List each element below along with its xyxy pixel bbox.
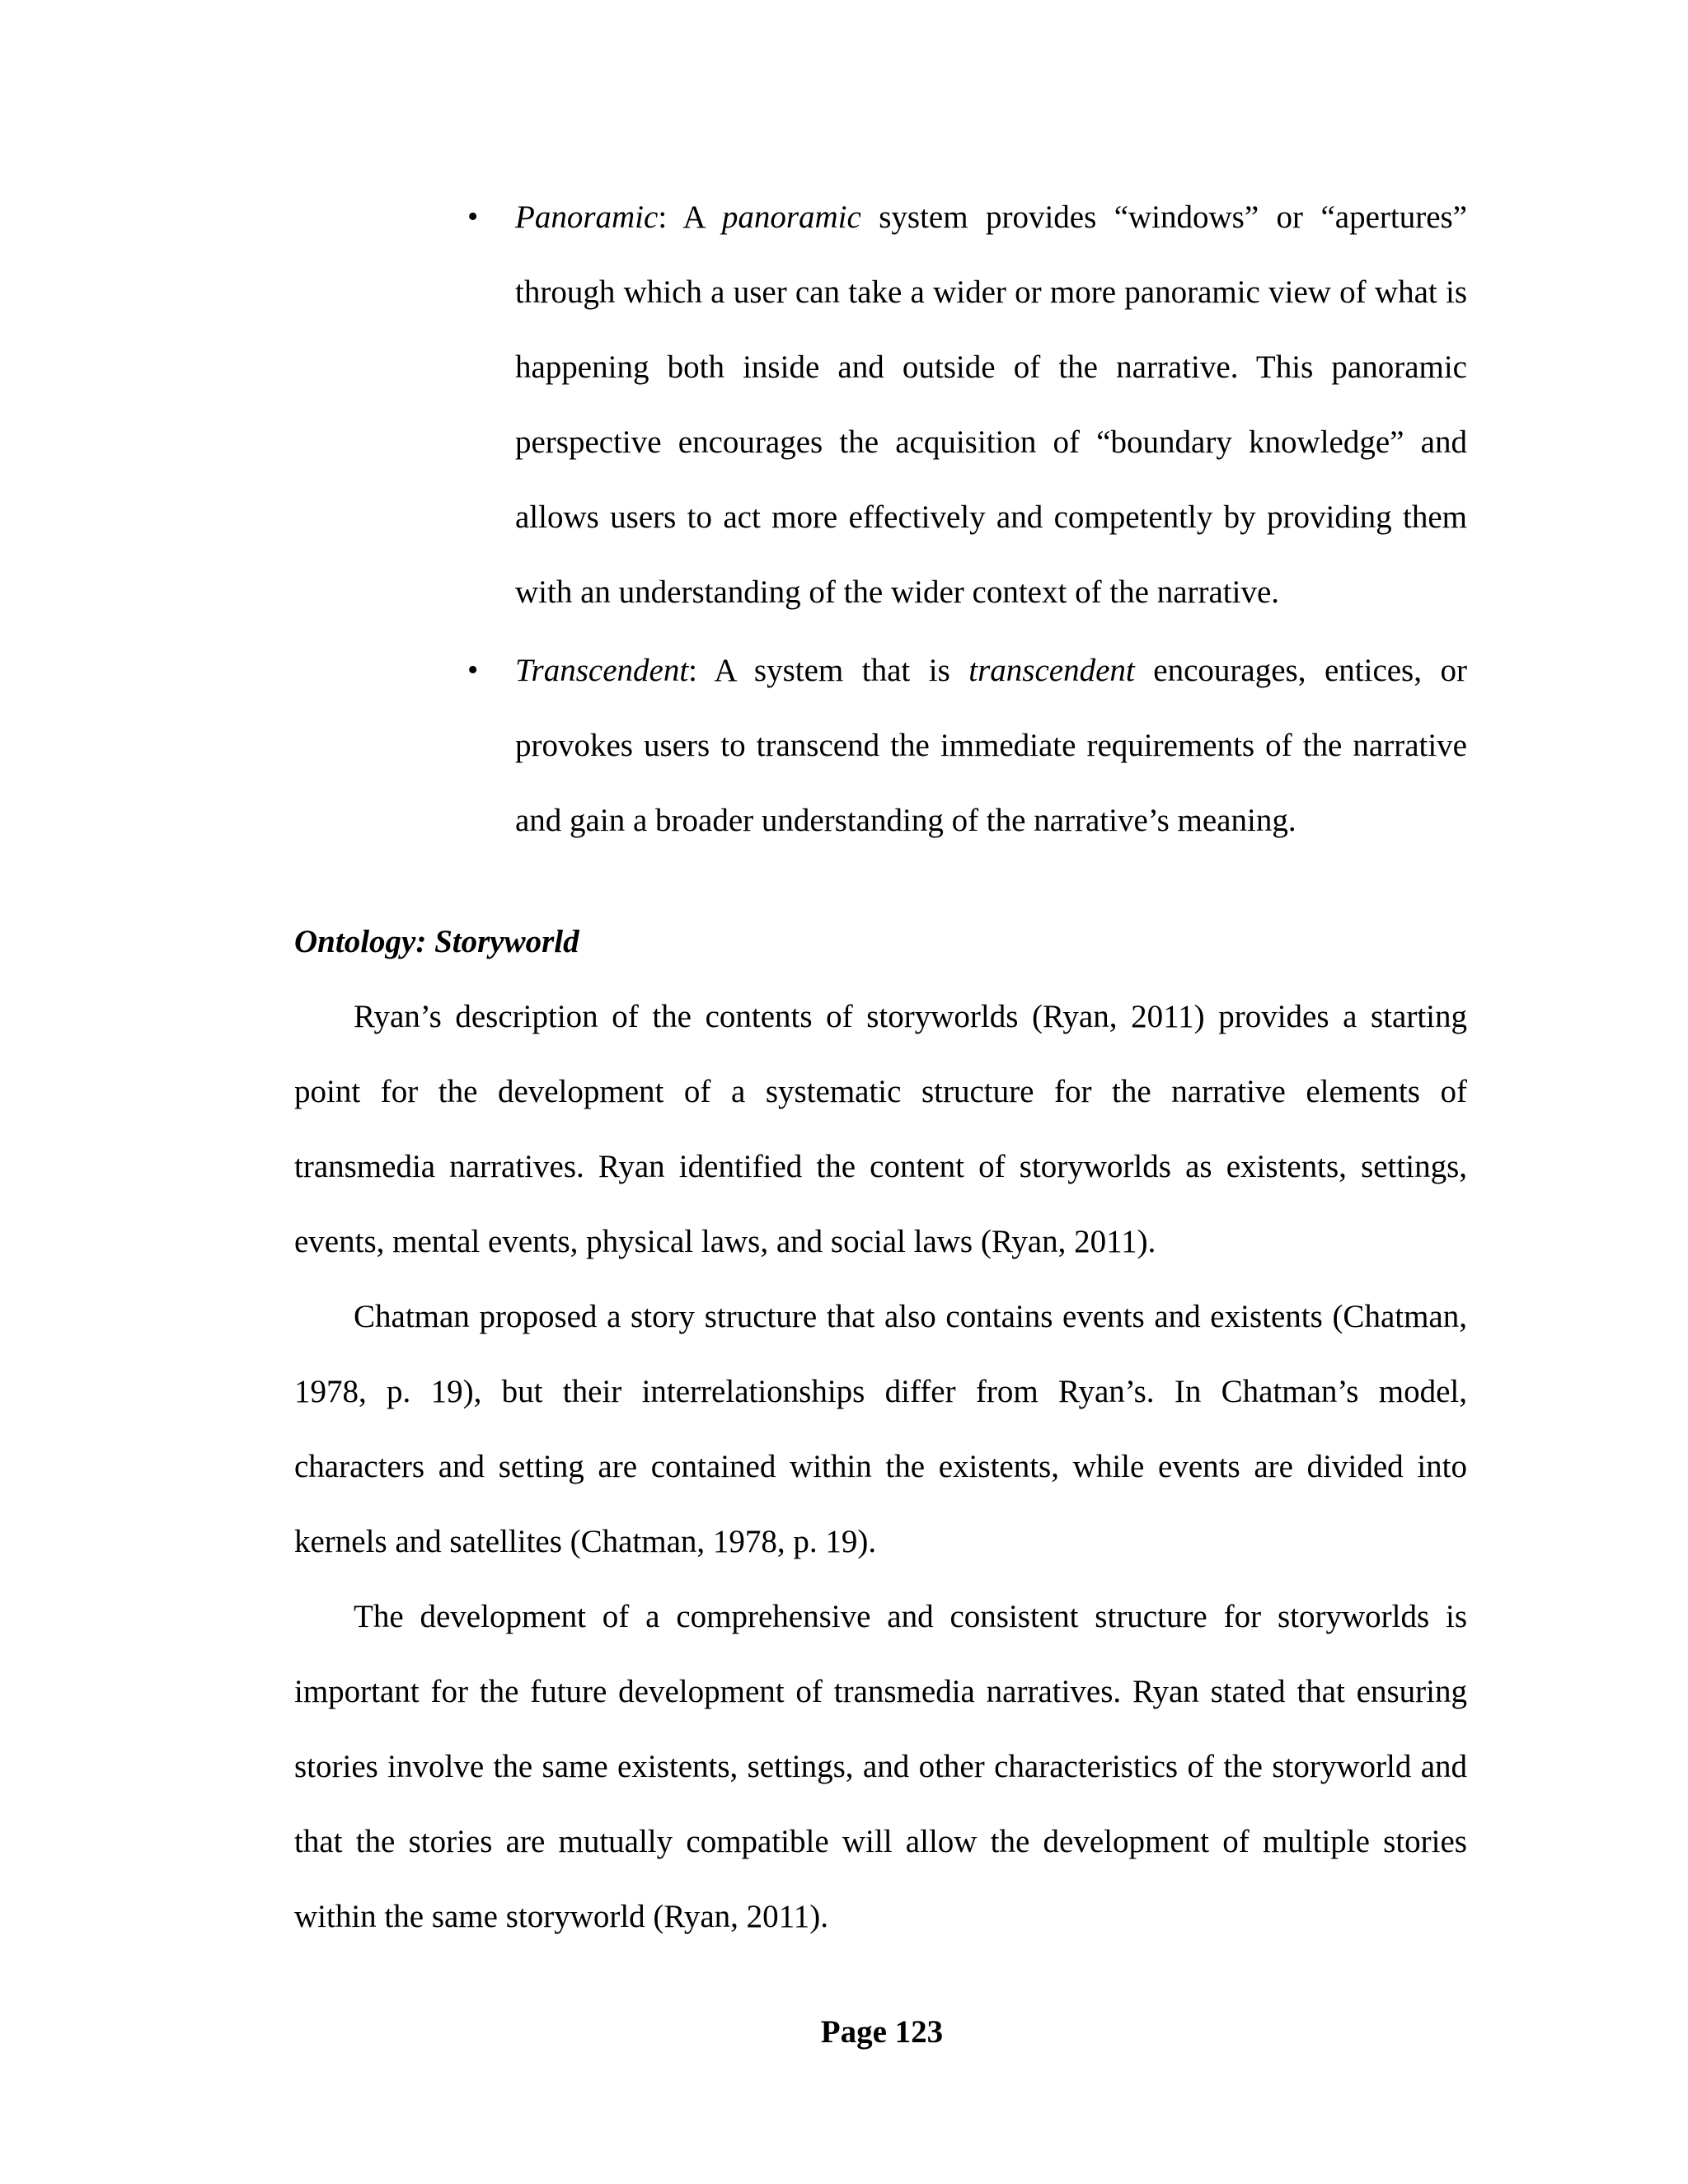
bullet-lead-separator: : A system that is — [688, 653, 969, 688]
paragraph: The development of a comprehensive and consistent structure for storyworlds is important for the future development of transmedia narratives. Ryan stated that ensuring stories involve the same existents, settings, and other characteristics of the storyworld and that the stories are mutually compatible will allow the development of multiple stories within the same storyworld (Ryan, 2011). — [294, 1599, 1467, 1934]
section-heading: Ontology: Storyworld — [294, 924, 579, 959]
bullet-text: system provides “windows” or “apertures” through which a user can take a wider or more panoramic view of what is happening both inside and outside of the narrative. This panoramic perspective encourages the acquisition of “boundary knowledge” and allows users to act more effectively and competently by providing them with an understanding of the wider context of the narrative. — [515, 199, 1467, 610]
body-text — [294, 979, 1467, 1954]
bullet-item-transcendent — [467, 633, 1467, 858]
bullet-dot-icon: • — [467, 199, 479, 234]
paragraph: Ryan’s description of the contents of storyworlds (Ryan, 2011) provides a starting point for the development of a systematic structure for the narrative elements of transmedia narratives. Ryan identified the content of storyworlds as existents, settings, events, mental events, physical laws, and social laws (Ryan, 2011). — [294, 999, 1467, 1259]
bullet-text: encourages, entices, or provokes users to transcend the immediate requirements of the narrative and gain a broader understanding of the narrative’s meaning. — [515, 653, 1467, 838]
bullet-lead-separator: : A — [658, 199, 722, 235]
bullet-term-inline: panoramic — [721, 199, 861, 235]
bullet-dot-icon: • — [467, 653, 479, 687]
bullet-term-inline: transcendent — [968, 653, 1135, 688]
paragraph: Chatman proposed a story structure that also contains events and existents (Chatman, 1978, p. 19), but their interrelationships differ from Ryan’s. In Chatman’s model, characters and setting are contained within the existents, while events are divided into kernels and satellites (Chatman, 1978, p. 19). — [294, 1299, 1467, 1559]
bullet-item-panoramic — [467, 180, 1467, 630]
bullet-term: Panoramic — [515, 199, 659, 235]
page-number: Page 123 — [820, 2014, 944, 2050]
bullet-term: Transcendent — [515, 653, 689, 688]
